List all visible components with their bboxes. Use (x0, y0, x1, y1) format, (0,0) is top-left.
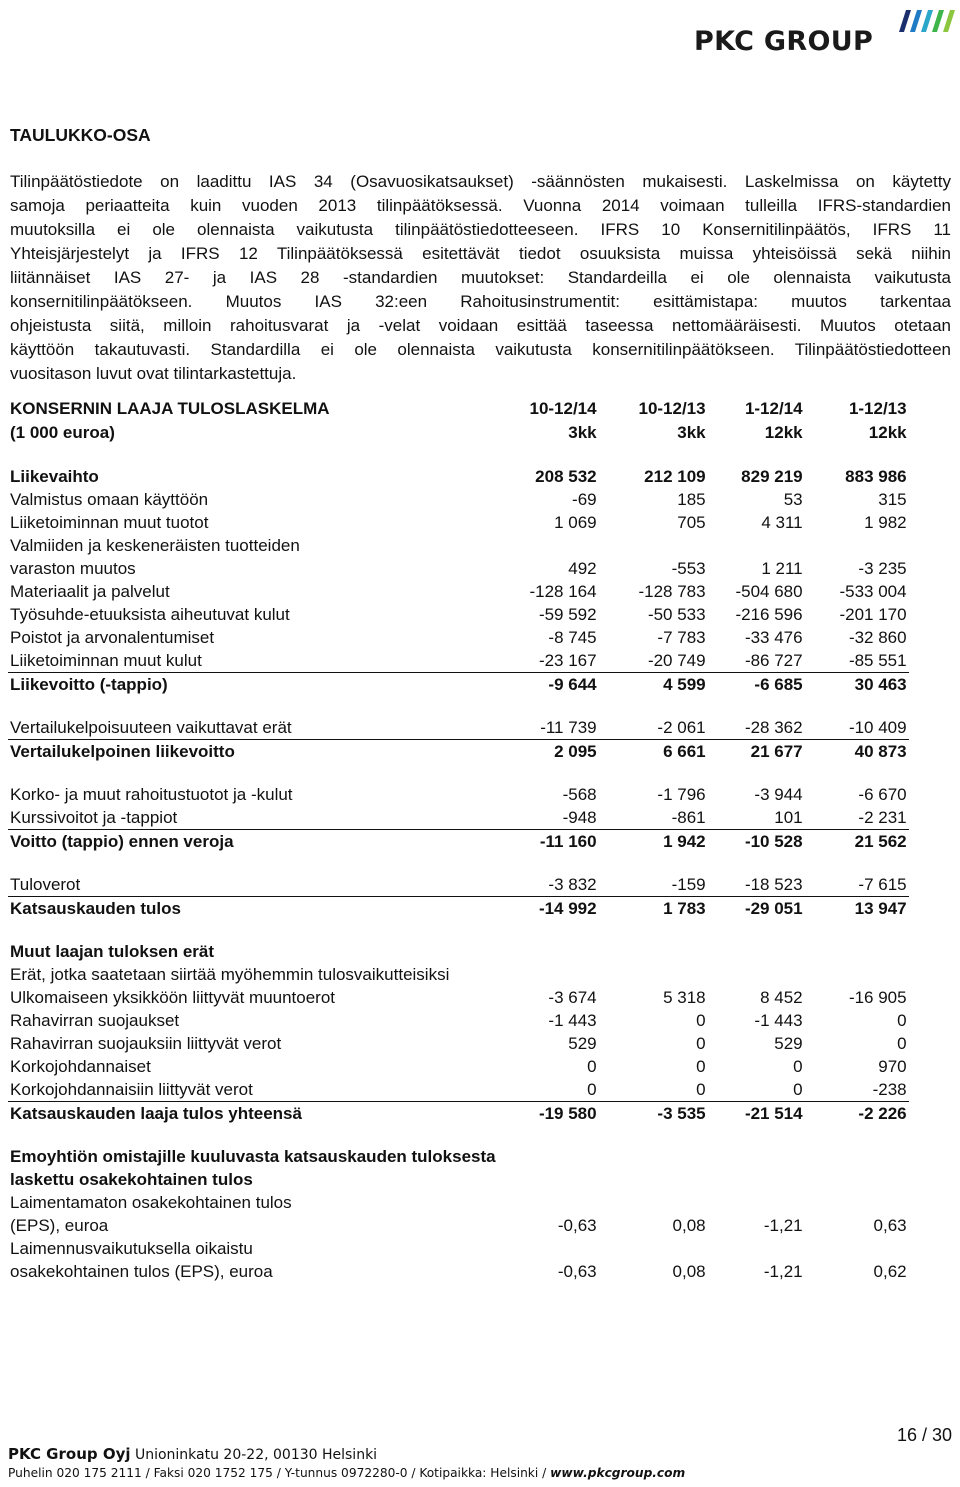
row-value: -533 004 (839, 582, 907, 601)
row-label: Liikevoitto (-tappio) (10, 675, 168, 694)
intro-line: vuositason luvut ovat tilintarkastettuja. (10, 364, 297, 383)
row-value: 315 (878, 490, 907, 509)
table-row (8, 626, 909, 649)
footer-website-link[interactable]: www.pkcgroup.com (550, 1466, 686, 1480)
row-value (805, 1191, 909, 1214)
intro-line: konsernitilinpäätökseen. Muutos IAS 32:een Rahoitusinstrumentit: esittämistapa: muutos tarkentaa (10, 292, 951, 311)
col-header-q4-2014: 10-12/14 (529, 399, 597, 418)
table-row (8, 603, 909, 626)
row-value: 1 069 (554, 513, 597, 532)
row-value: -86 727 (708, 649, 805, 673)
row-value: 101 (708, 806, 805, 830)
row-label: osakekohtainen tulos (EPS), euroa (10, 1262, 273, 1281)
row-value: -0,63 (557, 1262, 597, 1281)
row-label: (EPS), euroa (10, 1216, 109, 1235)
row-label: Rahavirran suojauksiin liittyvät verot (10, 1034, 282, 1053)
row-value: -33 476 (744, 628, 803, 647)
table-row (8, 873, 909, 897)
row-value: 30 463 (854, 675, 907, 694)
row-label: Materiaalit ja palvelut (10, 582, 170, 601)
table-row (8, 716, 909, 740)
row-label: Liiketoiminnan muut tuotot (10, 513, 209, 532)
row-label: Korko- ja muut rahoitustuotot ja -kulut (10, 785, 293, 804)
row-label: Valmiiden ja keskeneräisten tuotteiden (10, 536, 300, 555)
row-value (708, 963, 805, 986)
spacer-row (8, 696, 909, 716)
unit-label: (1 000 euroa) (10, 423, 115, 442)
footer-address: Unioninkatu 20-22, 00130 Helsinki (134, 1447, 378, 1463)
income-statement-table (8, 397, 909, 1283)
row-value: -201 170 (839, 605, 907, 624)
table-row (8, 1078, 909, 1102)
spacer-row (8, 920, 909, 940)
row-value: -59 592 (538, 605, 597, 624)
row-label: Katsauskauden laaja tulos yhteensä (10, 1104, 302, 1123)
row-value: -21 514 (744, 1104, 803, 1123)
col-header-fy-2014: 1-12/14 (744, 399, 803, 418)
row-value: -3 535 (657, 1104, 706, 1123)
row-value: -20 749 (599, 649, 708, 673)
row-label: Ulkomaiseen yksikköön liittyvät muuntoerot (10, 988, 336, 1007)
row-value: 829 219 (741, 467, 803, 486)
table-row (8, 1214, 909, 1237)
row-value: -128 164 (529, 582, 597, 601)
row-value (599, 1237, 708, 1260)
row-value: 0 (708, 1078, 805, 1102)
intro-line: ohjeistusta siitä, milloin rahoitusvarat ja -velat voidaan esittää taseessa nettomääräisesti. Muutos otetaan (10, 316, 951, 335)
col-period-fy-2013: 12kk (868, 423, 907, 442)
row-label: Muut laajan tuloksen erät (10, 942, 215, 961)
row-value: 185 (677, 490, 706, 509)
row-value: -2 226 (858, 1104, 907, 1123)
row-value: -23 167 (498, 649, 599, 673)
row-value: -8 745 (548, 628, 597, 647)
row-value (599, 963, 708, 986)
row-value: -553 (671, 559, 706, 578)
table-row (8, 740, 909, 764)
row-value (498, 1145, 599, 1168)
row-value: -14 992 (538, 899, 597, 918)
spacer-row (8, 1125, 909, 1145)
table-title: KONSERNIN LAAJA TULOSLASKELMA (10, 399, 330, 418)
col-header-q4-2013: 10-12/13 (638, 399, 706, 418)
row-value: -29 051 (744, 899, 803, 918)
row-value (708, 1168, 805, 1191)
row-value: -2 061 (599, 716, 708, 740)
row-value: 212 109 (644, 467, 706, 486)
table-row (8, 649, 909, 673)
footer-company-name: PKC Group Oyj (8, 1445, 131, 1463)
row-label: Erät, jotka saatetaan siirtää myöhemmin tulosvaikutteisiksi (10, 965, 450, 984)
row-value: 1 982 (864, 513, 907, 532)
row-value (805, 1237, 909, 1260)
row-value: -504 680 (735, 582, 803, 601)
row-value (805, 534, 909, 557)
row-value: 883 986 (845, 467, 907, 486)
row-value: -32 860 (848, 628, 907, 647)
intro-line: Tilinpäätöstiedote on laadittu IAS 34 (Osavuosikatsaukset) -säännösten mukaisesti. Laskelmissa on käytetty (10, 172, 951, 191)
row-value: 13 947 (854, 899, 907, 918)
table-row (8, 783, 909, 806)
table-row (8, 557, 909, 580)
row-value: -1 443 (548, 1011, 597, 1030)
row-value: 5 318 (663, 988, 706, 1007)
row-value (708, 1145, 805, 1168)
table-row (8, 511, 909, 534)
row-value: 4 599 (663, 675, 706, 694)
logo-stripe (932, 10, 944, 32)
table-row (8, 580, 909, 603)
table-header-row (8, 397, 909, 421)
row-value (599, 1191, 708, 1214)
table-row (8, 465, 909, 488)
row-value: -3 832 (498, 873, 599, 897)
logo-stripe (921, 10, 933, 32)
row-value: -10 409 (805, 716, 909, 740)
logo-stripe (910, 10, 922, 32)
table-row (8, 963, 909, 986)
table-row (8, 1260, 909, 1283)
row-value (498, 963, 599, 986)
table-row (8, 1009, 909, 1032)
row-value: 0 (696, 1057, 706, 1076)
row-value (708, 940, 805, 963)
row-label: Vertailukelpoinen liikevoitto (10, 742, 235, 761)
footer-company-line (8, 1445, 377, 1463)
row-value (708, 534, 805, 557)
row-label: Laimennusvaikutuksella oikaistu (10, 1239, 253, 1258)
row-value: 0 (587, 1057, 597, 1076)
row-value: -11 160 (539, 832, 597, 851)
row-label: Tuloverot (8, 873, 498, 897)
col-period-fy-2014: 12kk (764, 423, 803, 442)
row-value (805, 963, 909, 986)
pkc-group-logo (694, 8, 956, 60)
row-value: -0,63 (557, 1216, 597, 1235)
row-label: Katsauskauden tulos (10, 899, 181, 918)
row-value: 2 095 (554, 742, 597, 761)
row-value (805, 1168, 909, 1191)
row-label: Kurssivoitot ja -tappiot (8, 806, 498, 830)
row-value: 4 311 (761, 513, 803, 532)
row-value (599, 1145, 708, 1168)
row-value (498, 1168, 599, 1191)
footer-contact-line (8, 1466, 685, 1480)
row-value: -19 580 (538, 1104, 597, 1123)
table-row (8, 1145, 909, 1168)
row-value: 208 532 (535, 467, 597, 486)
row-value (805, 940, 909, 963)
intro-line: Yhteisjärjestelyt ja IFRS 12 Tilinpäätöksessä esitettävät tiedot osuuksista muissa yhteisöissä sekä niihin (10, 244, 951, 263)
row-value: -85 551 (805, 649, 909, 673)
row-label: Korkojohdannaisiin liittyvät verot (8, 1078, 498, 1102)
row-value (708, 1237, 805, 1260)
row-label: Voitto (tappio) ennen veroja (10, 832, 234, 851)
row-value: -6 685 (754, 675, 803, 694)
row-value: -9 644 (548, 675, 597, 694)
col-period-q4-2013: 3kk (677, 423, 706, 442)
row-value: 0 (897, 1034, 907, 1053)
row-value: 0,08 (672, 1262, 706, 1281)
row-value: -1 443 (754, 1011, 803, 1030)
table-row (8, 534, 909, 557)
row-value: 1 942 (663, 832, 706, 851)
row-value: 1 783 (663, 899, 706, 918)
row-value: 529 (774, 1034, 803, 1053)
table-row (8, 1055, 909, 1078)
row-value: 0 (696, 1034, 706, 1053)
row-label: Poistot ja arvonalentumiset (10, 628, 215, 647)
row-value: -10 528 (744, 832, 803, 851)
row-value: 492 (568, 559, 597, 578)
row-value: -128 783 (638, 582, 706, 601)
row-value: -159 (599, 873, 708, 897)
table-row (8, 488, 909, 511)
row-value: 0 (793, 1057, 803, 1076)
row-value: -1,21 (763, 1262, 803, 1281)
intro-line: käyttöön takautuvasti. Standardilla ei ole olennaista vaikutusta konsernitilinpäätökseen. Tilinpäätöstiedotteen (10, 340, 951, 359)
table-row (8, 1168, 909, 1191)
table-row (8, 940, 909, 963)
row-value: 970 (878, 1057, 907, 1076)
row-value (708, 1191, 805, 1214)
row-value: 705 (677, 513, 706, 532)
row-value: -948 (498, 806, 599, 830)
row-value (498, 1191, 599, 1214)
logo-stripes-icon (896, 8, 956, 34)
row-label: laskettu osakekohtainen tulos (10, 1170, 253, 1189)
row-value: -2 231 (805, 806, 909, 830)
logo-stripe (899, 10, 911, 32)
table-row (8, 1102, 909, 1126)
row-value (599, 1168, 708, 1191)
row-value: -3 235 (858, 559, 907, 578)
table-row (8, 897, 909, 921)
row-value: 0 (897, 1011, 907, 1030)
row-value (805, 1145, 909, 1168)
row-value: 40 873 (854, 742, 907, 761)
row-value: 0,63 (873, 1216, 907, 1235)
row-value: -69 (572, 490, 597, 509)
row-value: 0 (498, 1078, 599, 1102)
row-value: 21 562 (854, 832, 907, 851)
row-value: 0 (696, 1011, 706, 1030)
intro-line: muutoksilla ei ole olennaista vaikutusta tilinpäätöstiedotteeseen. IFRS 10 Konsernitilinpäätös, IFRS 11 (10, 220, 951, 239)
logo-wordmark: PKC GROUP (694, 26, 874, 57)
row-value: -3 944 (754, 785, 803, 804)
row-label: Työsuhde-etuuksista aiheutuvat kulut (10, 605, 290, 624)
row-value: 21 677 (750, 742, 803, 761)
row-label: varaston muutos (10, 559, 136, 578)
section-title: TAULUKKO-OSA (10, 125, 151, 145)
row-value (498, 534, 599, 557)
row-value: -7 783 (657, 628, 706, 647)
spacer-row (8, 853, 909, 873)
row-label: Rahavirran suojaukset (10, 1011, 180, 1030)
row-value: -11 739 (498, 716, 599, 740)
row-value: -238 (805, 1078, 909, 1102)
table-row (8, 986, 909, 1009)
table-row (8, 673, 909, 697)
table-row (8, 1237, 909, 1260)
row-value: -28 362 (708, 716, 805, 740)
row-value: -7 615 (805, 873, 909, 897)
row-value: 1 211 (761, 559, 803, 578)
row-value: 0,08 (672, 1216, 706, 1235)
row-label: Liikevaihto (10, 467, 99, 486)
table-header-row (8, 421, 909, 445)
row-value: -568 (562, 785, 597, 804)
logo-stripe (943, 10, 955, 32)
row-value: -1 796 (657, 785, 706, 804)
row-value: -216 596 (735, 605, 803, 624)
row-value: -6 670 (858, 785, 907, 804)
row-label: Korkojohdannaiset (10, 1057, 151, 1076)
row-value: 6 661 (663, 742, 706, 761)
col-header-fy-2013: 1-12/13 (848, 399, 907, 418)
row-value: -18 523 (708, 873, 805, 897)
row-label: Vertailukelpoisuuteen vaikuttavat erät (8, 716, 498, 740)
row-value: 529 (568, 1034, 597, 1053)
spacer-row (8, 445, 909, 465)
row-value: 0,62 (873, 1262, 907, 1281)
intro-line: liitännäiset IAS 27- ja IAS 28 -standardien muutokset: Standardeilla ei ole olennaista vaikutusta (10, 268, 951, 287)
row-value: -1,21 (763, 1216, 803, 1235)
row-label: Liiketoiminnan muut kulut (8, 649, 498, 673)
intro-line: samoja periaatteita kuin vuoden 2013 tilinpäätöksessä. Vuonna 2014 voimaan tulleilla IFRS-standardien (10, 196, 951, 215)
row-value: -50 533 (647, 605, 706, 624)
row-value (498, 1237, 599, 1260)
row-value: 8 452 (760, 988, 803, 1007)
table-row (8, 1191, 909, 1214)
row-value: -861 (599, 806, 708, 830)
row-value: 53 (783, 490, 803, 509)
row-label: Valmistus omaan käyttöön (10, 490, 209, 509)
table-row (8, 830, 909, 854)
row-value: -3 674 (548, 988, 597, 1007)
row-value (599, 940, 708, 963)
row-value (599, 534, 708, 557)
spacer-row (8, 763, 909, 783)
row-value: -16 905 (848, 988, 907, 1007)
table-row (8, 806, 909, 830)
col-period-q4-2014: 3kk (568, 423, 597, 442)
intro-paragraph (10, 170, 951, 386)
row-label: Emoyhtiön omistajille kuuluvasta katsauskauden tuloksesta (10, 1147, 496, 1166)
footer-contact: Puhelin 020 175 2111 / Faksi 020 1752 175 / Y-tunnus 0972280-0 / Kotipaikka: Helsinki / (8, 1466, 551, 1480)
row-value (498, 940, 599, 963)
row-value: 0 (599, 1078, 708, 1102)
page-number: 16 / 30 (896, 1425, 952, 1445)
table-row (8, 1032, 909, 1055)
row-label: Laimentamaton osakekohtainen tulos (10, 1193, 292, 1212)
